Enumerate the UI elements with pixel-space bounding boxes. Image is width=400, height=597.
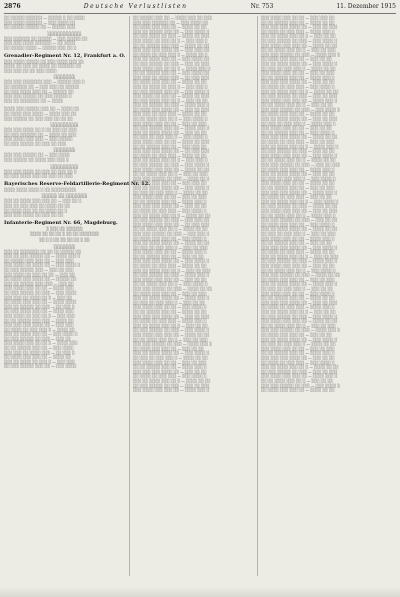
text-line: ░░ ░░ ░░░░ ░░░ ░░ ░ — ░░░ ░░ ░░░	[261, 323, 336, 328]
text-line: ░░ ░░░ ░░ ░░░ ░░░ ░ — ░░░░ ░░ ░░	[133, 190, 208, 195]
text-line: ░░░ ░░ ░░░░ ░░░ ░░░ ░░ — ░░░ ░░ ░	[4, 199, 82, 204]
text-line: ░░░ ░░░░ ░░░ ░░ ░░ ░ — ░░░░ ░░░	[4, 341, 78, 346]
text-line: ░░ ░░ ░░░░░ ░░░ ░░ — ░░░░ ░░░ ░	[133, 365, 207, 370]
text-line: ░░ ░░░ ░░░░░ ░░ ░░░ — ░░░░ ░░░ ░	[261, 259, 338, 264]
section-heading: Infanterie-Regiment Nr. 66, Magdeburg.	[4, 219, 118, 226]
text-line: ░░ ░░░░ ░░░ ░░ ░░ ░░░░ ░░ ░	[4, 208, 68, 213]
text-line: ░░ ░░ ░░░░░ ░░░ ░░ — ░░░ ░░░░	[4, 346, 74, 351]
text-line: ░░ ░░░ ░░░░░ ░░ ░░░ — ░░░ ░░ ░░	[261, 149, 335, 154]
text-line: ░░ ░░░ ░░░░░ ░░ ░░░ — ░░░ ░░░ ░░	[133, 218, 210, 223]
text-line: ░░░ ░░░ ░░░ ░░░░ ░░ — ░░░ ░░ ░░	[261, 355, 335, 360]
text-line: ░░░ ░░ ░░░░ ░░░ ░░ ░ — ░░░ ░░░ ░	[133, 158, 208, 163]
text-line: ░░ ░░░ ░░░░░ ░░░ ░░ — ░░░ ░░░░	[4, 364, 77, 369]
text-line: ░░░ ░░░ ░░░░░ ░░ ░░░ — ░░░ ░░░░ ░	[261, 107, 341, 112]
text-line: ░░░ ░░░░ ░░░ ░░░ ░░ — ░░░ ░░ ░░░	[261, 208, 338, 213]
text-line: ░░░ ░░░ ░░░░ ░░ ░░░ ░░ ░░░ ░░ ░	[4, 169, 77, 174]
text-line: ░░ ░░░ ░░ ░░░ ░░░ ░ — ░░░ ░░ ░░░	[133, 245, 208, 250]
text-line: ░░░ ░░░░ ░░░░░░ — ░░░ ░░░░ ░░	[4, 20, 76, 25]
text-line: ░░ ░░░░░░ ░░ — ░░░ ░░░ ░░ ░░░░░	[4, 84, 80, 89]
text-line: ░░ ░░ ░░░░ ░░░ ░░ ░ — ░░░ ░░ ░░░	[261, 48, 336, 53]
text-line: ░░░ ░░░ ░░░░░ ░░ ░░░ ░░░░░ ░	[4, 94, 72, 99]
text-line: ░░ ░░░ ░░ ░░░ ░░░ ░ — ░░░ ░░ ░░	[133, 300, 205, 305]
text-line: ░░░ ░░░ ░░░░ ░░ ░░░ ░░ ░░	[4, 213, 64, 218]
text-line: ░░ ░░░░ ░░ ░░░ ░░░ — ░░░ ░░ ░░	[261, 195, 332, 200]
section-subtitle: ░░░░░░░░░░░	[47, 30, 82, 36]
section-heading: Grenadier-Regiment Nr. 12, Frankfurt a. O.	[4, 52, 126, 59]
text-line: ░░░ ░░░ ░░░ ░░░░ ░░ — ░░░ ░░ ░░	[133, 369, 207, 374]
section-subtitle: ░░░░░░░	[53, 147, 76, 153]
text-line: ░░░ ░░ ░░░░ ░░░░ ░░ — ░░░ ░░ ░░░	[261, 117, 338, 122]
column-divider	[257, 16, 258, 576]
text-line: ░░░ ░░ ░░░░ ░░░░ ░░ — ░░░░ ░░ ░░	[261, 227, 338, 232]
text-line: ░░ ░░░░ ░░ ░░░ ░░░ — ░░░░ ░░ ░░	[133, 264, 207, 269]
text-line: ░░░ ░░░ ░░ ░░░░ ░░░ — ░░ ░░░ ░	[4, 350, 75, 355]
text-line: ░░░ ░░░ ░░░░░ ░░ ░░░ — ░░░ ░░░░ ░	[261, 383, 341, 388]
text-line: ░░░ ░░░░ ░░░ ░░ ░░ — ░░░ ░░░░ ░	[261, 291, 335, 296]
text-line: ░░ ░░ ░░░░░ ░░░ ░░ — ░░░░ ░░░ ░	[261, 351, 335, 356]
text-line: ░░ ░░░░ ░░░ ░░░ ░░ — ░░░░ ░░░ ░	[261, 167, 335, 172]
text-line: ░░ ░░░ ░░░░░ ░░ ░░░ — ░░░ ░░ ░░░	[133, 61, 210, 66]
text-line: ░░░ ░░░ ░░░ ░░░░ ░░ — ░░░░ ░░░ ░	[261, 190, 338, 195]
text-line: ░░░░ ░░ ░░░ ░░ ░░░░ ░░ ░░░░░░ ░░	[4, 64, 82, 69]
text-line: ░░░ ░░░ ░░░ ░░░░ ░░ — ░░░ ░░ ░░░	[261, 25, 338, 30]
text-line: ░░░ ░░ ░░░░░░░ ░░ ░░ ░░ ░░░░░ ░░	[4, 249, 82, 254]
text-line: ░░░ ░░░ ░░░ ░░░░ ░░ — ░░░ ░░░	[4, 323, 74, 328]
text-line: ░░ ░░░ ░░░░░░ ░░ — ░░░░ ░░ ░░░	[4, 132, 77, 137]
text-line: ░░░ ░░░░ ░░ ░░░ ░░ ░░ — ░░░ ░░	[4, 272, 75, 277]
text-line: ░░░ ░░ ░░░░ ░░░░ ░░ — ░░░ ░░░░ ░	[261, 61, 338, 66]
text-line: ░░ ░░ ░░░░░ ░░░ ░░ — ░░░░ ░░ ░░	[133, 310, 207, 314]
text-line: ░░░ ░░ ░░░░░ ░░ ░░░ — ░░ ░░░ ░	[4, 304, 75, 309]
text-line: ░░░ ░░ ░░░░ ░░░ ░░ ░ — ░░░░ ░░ ░░	[133, 213, 211, 218]
text-line: ░░ ░░░░ ░░░ ░░░ ░░ — ░░░ ░░░░ ░	[133, 236, 207, 241]
text-line: ░░ ░░░ ░░░░ ░░░ ░░ ░ — ░░░ ░░ ░░	[133, 98, 208, 103]
text-line: ░░░ ░░ ░░░░ ░░░░ ░░ — ░░░ ░░░░ ░	[133, 185, 210, 190]
text-line: ░░ ░░░░ ░░░ ░░░ ░░ — ░░░░ ░░ ░░	[261, 388, 335, 393]
text-line: ░░░ ░░░ ░░░ ░░░░ ░░ — ░░░ ░░░░ ░	[261, 245, 338, 250]
text-line: ░░ ░░ ░░░░░ ░░░ ░░ — ░░░ ░░░ ░░	[133, 144, 207, 149]
text-line: ░░░ ░░ ░░░░ ░░░░ ░░ — ░░░ ░░░░ ░	[133, 351, 210, 356]
text-line: ░░ ░░░░ ░░ ░░░ ░░░ — ░░░░ ░░░ ░	[133, 319, 207, 324]
text-line: ░░ ░░░░ ░░░ ░░░░ ░░ — ░░░░░ ░░	[4, 277, 77, 282]
text-line: ░░░ ░░░░ ░░░ ░░ ░░ ░ — ░░░░ ░░░ ░	[133, 66, 211, 71]
text-line: ░░ ░░░░░ ░░░ ░░ — ░░░░ ░░░ ░░ ░░░	[133, 16, 213, 20]
text-line: ░░ ░░░ ░░░░░ ░░ ░░░ — ░░░ ░░ ░░░	[261, 369, 338, 374]
text-line: ░░░ ░░░ ░░░░░░ ░░ — ░░░ ░░░░ ░░	[133, 20, 209, 25]
page-bottom-edge	[0, 587, 400, 597]
text-line: ░░ ░░░ ░░░░ ░░ ░░░ — ░░░░ ░░ ░░░	[133, 34, 210, 39]
text-line: ░░░ ░░ ░░░ ░░░ ░░ ░░░░ ░░ ░░	[4, 204, 71, 209]
text-line: ░░░ ░░ ░░░░ ░░░░ ░░ — ░░░░ ░░░ ░	[133, 296, 210, 301]
text-line: ░░ ░░░ ░░ ░░░ ░░░ ░ — ░░░ ░░░░ ░	[261, 176, 336, 181]
section-subtitle: ░░░░░░░░░	[50, 122, 79, 128]
text-line: ░░░ ░░░░ ░░░ ░░░ ░░ — ░░ ░░░ ░░░	[133, 222, 210, 227]
text-line: ░░ ░░░░ ░░░ ░░░ ░░ — ░░░ ░░ ░░	[261, 332, 332, 337]
text-line: ░░░ ░░░ ░░░ ░░░░ ░░ — ░░ ░░░ ░░░	[133, 149, 210, 154]
battalion-line: ░ ░░░ ░░ ░░░░░░	[46, 226, 83, 231]
text-line: ░░ ░░░ ░░ ░░░ ░░░ ░ — ░░░ ░░░░ ░	[133, 135, 208, 140]
text-line: ░░░ ░░░ ░░ ░░░ ░░░ — ░░░░ ░░ ░░	[133, 112, 207, 117]
text-line: ░░ ░░ ░░░░░ ░░░ ░░░ — ░░░░ ░░ ░░	[133, 43, 210, 48]
text-line: ░░ ░░ ░░░░░ ░░░ ░░ — ░░░ ░░ ░░	[133, 254, 204, 259]
text-line: ░░░ ░░ ░░░░ ░░░ ░░ ░ — ░░░ ░░░░ ░	[261, 199, 339, 204]
text-line: ░░░ ░░░ ░░░░░ ░░ ░░░ — ░░░ ░░ ░░░	[261, 163, 341, 167]
text-line: ░░ ░░ ░░░░ ░░░ ░░ ░ — ░░░░ ░░ ░░	[133, 227, 208, 232]
text-line: ░░░ ░░░░ ░░░ ░░░ ░░ — ░░░ ░░ ░░	[261, 264, 335, 269]
column-divider	[129, 16, 130, 576]
text-line: ░░░░ ░░░░ ░░░░ ░ ░░ ░░░░░░░░░	[4, 187, 77, 192]
text-column-middle	[133, 16, 254, 393]
text-line: ░░░ ░░░ ░░ ░░░░ ░░░ — ░░ ░░░ ░░░	[133, 75, 210, 80]
text-line: ░░░ ░░░░░ ░░ ░░░░ ░░░ ░░░ ░	[4, 158, 69, 163]
text-line: ░░ ░░░░ ░░░ ░░░ ░░ — ░░░ ░░░ ░░	[133, 181, 207, 186]
text-line: ░░ ░░░ ░░░░░ ░░ ░░░ — ░░░ ░░ ░░░	[133, 383, 210, 388]
text-line: ░░ ░░ ░░░░░ ░░░ ░░ — ░░░ ░░ ░░	[261, 241, 332, 246]
text-line: ░░░ ░░ ░░░░ ░░░ ░░ ░ — ░░░░ ░░ ░░	[133, 378, 211, 383]
text-line: ░░ ░░░ ░░░░░ ░░░ ░░ — ░░░ ░░░░ ░	[133, 89, 210, 94]
text-line: ░░ ░░ ░░░░░ ░░░ ░░ — ░░░ ░░ ░░░	[261, 185, 335, 190]
text-line: ░░ ░░ ░░░░░ ░░░ ░░ — ░░░ ░░░░ ░	[261, 130, 335, 135]
text-line: ░░░ ░░░░ ░░░ ░░ ░░ — ░░░ ░░ ░░░	[261, 346, 335, 351]
text-line: ░░ ░░░░ ░░ ░░░ ░░░ — ░░░ ░░░░ ░	[261, 84, 335, 89]
text-line: ░░░ ░░░░ ░░░ ░░ ░░ — ░░░░ ░░░ ░	[133, 250, 207, 255]
text-line: ░░ ░░░░ ░░ ░░░ ░░░ ░ — ░░░░ ░░	[4, 327, 75, 332]
text-line: ░░ ░░ ░░░░ ░░░ ░░ ░ — ░░░ ░░░░ ░	[133, 282, 208, 287]
text-line: ░░░ ░░░░ ░░░ ░░░ ░░ — ░░░░ ░░ ░░	[261, 319, 338, 324]
text-line: ░░ ░░░ ░░ ░░░ ░░░ ░ — ░░░ ░░ ░░░	[261, 231, 336, 236]
text-line: ░░ ░░░░░ ░░░░░░ — ░░░░░ ░ ░░ ░░░░	[4, 16, 85, 20]
text-line: ░░░ ░░ ░░░░ ░░░░ ░░ — ░░░ ░░ ░░	[261, 172, 335, 177]
text-line: ░░░ ░░ ░░░░░ ░░░ ░░░ — ░░░ ░░	[4, 281, 74, 286]
text-line: ░░░ ░░░░ ░░░ ░░░ ░░ — ░░░░ ░░ ░░	[261, 43, 338, 48]
text-line: ░░░ ░░ ░░░░ ░░░░ ░░ — ░░░ ░░░░ ░	[261, 337, 338, 342]
text-line: ░░░ ░░ ░░░░ ░░░░ ░░ — ░░░░ ░░░ ░	[261, 282, 338, 287]
text-line: ░░░ ░░ ░░░░ ░░░ ░░ ░ — ░░░ ░░ ░░	[261, 310, 336, 314]
text-line: ░░░ ░░░░ ░░░ ░░░ ░░ — ░░░ ░░░░ ░	[261, 153, 338, 158]
text-line: ░░ ░░░░ ░░ ░░░ ░░░ — ░░░░ ░░ ░░	[261, 250, 335, 255]
text-line: ░░ ░░░░ ░░░ ░░░ ░░ — ░░░ ░░ ░░░	[133, 291, 207, 296]
text-line: ░░░ ░░░ ░░ ░░ ░░░ ░░░░	[4, 68, 57, 73]
text-line: ░░░ ░░ ░░░ ░░░░░ ░░ — ░░░░ ░░░ ░	[4, 254, 81, 259]
text-line: ░░ ░░░░░ ░░░░░ ░░ — ░░░░░ ░░░	[4, 25, 76, 30]
text-line: ░░░ ░░░ ░░░░░ ░░ ░░░ — ░░░░ ░░ ░░	[261, 273, 341, 278]
text-line: ░░ ░░░░ ░░░ ░░░ ░░ — ░░░ ░░ ░░░	[261, 277, 335, 282]
issue-date: 11. Dezember 1915	[336, 3, 396, 10]
text-line: ░░░ ░░ ░░░░ ░░░ ░░ — ░░░ ░░░░ ░░	[133, 57, 210, 62]
page-header	[4, 2, 396, 11]
text-line: ░░ ░░ ░░░░░ ░░░ ░░ — ░░░ ░░░░ ░░	[133, 71, 210, 76]
text-line: ░░░ ░░░ ░░░ ░░░░ ░░ — ░░░ ░░ ░░	[261, 80, 335, 85]
text-line: ░░░ ░░░░ ░░░ ░░ ░░ — ░░░ ░░ ░░░	[133, 121, 207, 126]
text-line: ░░░ ░░ ░░░░ ░░ ░░░ ░ — ░░░ ░░░	[4, 359, 75, 364]
text-line: ░░░ ░░░░ ░░░ ░░░ ░░ — ░░░ ░░ ░░	[133, 277, 207, 282]
text-line: ░░░░ ░░ ░░ ░░ ░ ░░ ░░ ░░░░░░░	[30, 232, 99, 237]
section-heading: Bayerisches Reserve-Feldartillerie-Regiment Nr. 12.	[4, 180, 150, 187]
section-subtitle: ░░░░░░░	[53, 74, 76, 80]
text-line: ░░░ ░░░ ░░░░░ ░░ ░░░ — ░░░ ░░░ ░	[133, 231, 210, 236]
text-line: ░░░ ░░ ░░░░ ░░░░ ░░ — ░░░░ ░░ ░░	[133, 241, 210, 246]
text-line: ░░ ░░ ░░░░ ░░░ ░░ ░ — ░░░ ░░ ░░░	[133, 337, 208, 342]
text-line: ░░ ░░░ ░░░░░ ░░░ — ░░░ ░░ ░░░	[4, 267, 74, 272]
text-line: ░░ ░░░░ ░░ ░░░ ░░░ — ░░░░ ░░ ░░	[133, 153, 207, 158]
text-line: ░░ ░░░░ ░░░ ░░░ ░░ — ░░░░ ░░░░	[4, 300, 77, 305]
text-line: ░░░ ░░ ░░░░ ░░░ ░░ ░ — ░░░ ░░ ░░░	[133, 268, 211, 273]
text-line: ░░░ ░░░ ░░░░░ ░░ ░░░ — ░░░░ ░░░ ░	[261, 328, 341, 333]
text-line: ░░ ░░░ ░░░░░ ░░░ ░░ — ░░░░ ░░░ ░	[133, 126, 210, 131]
text-line: ░░ ░░ ░░░░ ░░░ ░░ ░ — ░░░░ ░░ ░░	[261, 158, 336, 163]
text-line: ░░ ░░░░ ░░░ ░░░ ░░ — ░░░ ░░░░ ░	[261, 222, 335, 227]
text-line: ░░░ ░░░ ░░░░░ ░░ ░░░ — ░░░░ ░░ ░	[133, 176, 210, 181]
text-line: ░░░ ░░░░ ░░░ ░░ ░░ — ░░░ ░░░ ░░	[261, 16, 335, 20]
text-line: ░░ ░░ ░░░░░ ░░░ ░░ — ░░░░ ░░░ ░	[261, 75, 335, 80]
text-line: ░░░ ░░░ ░░░ ░░░░ ░░ — ░░░ ░░░ ░░	[133, 48, 210, 53]
text-line: ░░░ ░░ ░░░░░ ░░ ░░░ — ░░░░ ░░░ ░	[133, 103, 210, 108]
text-line: ░░░ ░░░░ ░░░ ░░░ ░░ — ░░░░ ░░ ░░	[133, 332, 210, 337]
text-line: ░░ ░░░░ ░░░ ░░░░ ░░ — ░░░ ░░ ░░░	[133, 107, 210, 112]
text-line: ░░ ░░░ ░░ ░░░ ░░░ ░ — ░░░░ ░░░ ░	[261, 121, 336, 126]
text-line: ░░ ░░░░░ ░░░░ — ░░░░░ ░░░ ░░ ░	[4, 45, 77, 50]
text-line: ░░ ░░░░ ░░░ ░░░ ░░ — ░░░ ░░ ░░	[261, 57, 332, 62]
text-line: ░░ ░░░░ ░░░ ░░░ ░░ — ░░░░ ░░ ░░	[133, 80, 207, 85]
text-line: ░░░ ░░░░ ░░░ ░░ ░░ — ░░░░ ░░ ░░	[261, 181, 335, 186]
text-line: ░░░ ░░░ ░░░ ░░░░ ░░ — ░░░░ ░░ ░░	[261, 135, 338, 140]
text-line: ░░░ ░░ ░░░░ ░░░ ░░ ░ — ░░░░ ░░░ ░	[261, 144, 339, 149]
text-line: ░░ ░░░░ ░░ ░░░ ░░░ — ░░░ ░░░░ ░	[133, 374, 207, 379]
text-line: ░░░ ░░░ ░░░ ░░░░ ░░ — ░░░ ░░ ░░░	[133, 314, 210, 319]
text-line: ░░ ░░░ ░░ ░░░ ░░░ ░ — ░░░ ░░ ░░	[261, 287, 333, 292]
text-line: ░░░ ░░░ ░░░░░ ░░ — ░░░ ░░░░	[4, 153, 70, 158]
text-line: ░░░░ ░░░ ░░░░░ ░░░ ░░ — ░░░░ ░░	[4, 107, 80, 112]
text-line: ░░░ ░░░ ░░░ ░░░░ ░░ — ░░░ ░░ ░░░	[261, 300, 338, 305]
text-line: ░░░ ░░ ░░░░ ░░░░ ░░ — ░░░ ░░ ░░	[133, 130, 207, 135]
text-line: ░░ ░░ ░░░░ ░░░ ░░ ░ — ░░░ ░░░░ ░	[261, 268, 336, 273]
text-line: ░░░ ░░░░ ░░░ ░░ ░░ — ░░░ ░░ ░░░	[261, 71, 335, 76]
header-rule	[4, 13, 396, 14]
text-line: ░░░ ░░ ░░░░ ░░░ ░░ ░ — ░░░░ ░░ ░░	[261, 89, 339, 94]
text-line: ░░░ ░░ ░░░░ ░░░ ░░ ░ — ░░░░ ░░ ░░	[261, 365, 339, 370]
text-line: ░░░ ░░░░ ░░░ ░░░ — ░░░ ░░░░░	[4, 137, 73, 142]
text-line: ░░ ░░░░ ░░░ ░░░ ░░ — ░░░ ░░ ░░	[133, 346, 204, 351]
text-line: ░░░ ░░░░ ░░░ ░░ ░░ — ░░░ ░░ ░░	[261, 126, 332, 131]
text-line: ░░░ ░░ ░░░░ ░░░ ░░ ░ — ░░░ ░░ ░░	[133, 323, 208, 328]
text-line: ░░ ░░░ ░░░░░ ░░ ░░░ — ░░░░ ░░░ ░	[133, 273, 210, 278]
text-line: ░░ ░░░░░ ░░░ ░░░ ░░ — ░░░ ░░░	[4, 258, 74, 263]
text-line: ░░░ ░░░ ░░░░ ░░░░░░ — ░░ ░░░░	[4, 41, 76, 46]
text-line: ░░ ░░░░ ░░ ░░░ ░░░ — ░░░ ░░ ░░░	[261, 140, 335, 145]
text-line: ░░░ ░░░ ░░░░░ ░░ ░░░ — ░░░░ ░░ ░░	[133, 287, 213, 292]
text-line: ░░░ ░░░ ░░░░░░░ ░░░ — ░░░░░ ░░░ ░	[4, 80, 85, 85]
text-line: ░░ ░░░░ ░░ ░░░ ░░░ — ░░░ ░░░░ ░	[133, 208, 207, 213]
text-line: ░░░ ░░░ ░░ ░░░░ ░░ ░ — ░░░ ░░	[4, 295, 73, 300]
text-line: ░░░ ░░ ░░░░ ░░░ ░░ ░ — ░░░ ░░ ░░	[261, 34, 336, 39]
text-line: ░░ ░░░░ ░░ ░░░ ░░░ ░ — ░░░░ ░░ ░	[133, 52, 208, 57]
section-subtitle: ░░░░░░░	[53, 243, 76, 249]
page-number: 2876	[4, 3, 21, 10]
text-line: ░░ ░░░ ░░░░░ ░░ ░░░ — ░░░ ░░░░ ░	[133, 163, 210, 167]
text-line: ░░░ ░░░░ ░░░ ░░░ ░░ — ░░░░ ░░░ ░	[261, 374, 338, 379]
text-line: ░░░ ░░ ░░░░░ ░░░ ░░ — ░░░ ░░░░ ░	[133, 29, 210, 34]
text-line: ░░ ░░░ ░░ ░░░ ░░░ ░ — ░░░░ ░░ ░░	[261, 342, 336, 347]
text-line: ░░ ░░░░ ░░░ ░░░ ░░ — ░░░░ ░░	[4, 355, 71, 360]
text-line: ░░░ ░░░░ ░░░ ░░░ ░░ — ░░░░ ░░ ░░	[133, 167, 210, 172]
issue-number: Nr. 753	[250, 3, 274, 10]
text-line: ░░░ ░░░░ ░░ ░░░ ░░ ░ — ░░░ ░░░	[4, 313, 75, 318]
text-line: ░░ ░░ ░░░░░ ░░░ ░░ — ░░░░ ░░ ░░	[261, 20, 335, 25]
text-line: ░░░ ░░░ ░░░░░ ░░ ░░░ — ░░░░ ░░░ ░	[133, 342, 213, 347]
text-line: ░░░ ░░░░ ░░ ░░░ ░░ — ░░░░ ░░ ░░░	[133, 94, 210, 99]
section-subtitle: ░░░░░░░░░	[50, 163, 79, 169]
text-line: ░░░ ░░░ ░░░░░ ░░ ░░░ — ░░░░ ░░░ ░	[261, 52, 341, 57]
section-subtitle: ░░░░░ ░░ ░░░░░░░	[41, 193, 88, 199]
text-line: ░░ ░░░░ ░░░ ░░░ ░░ — ░░░░ ░░ ░░	[133, 25, 207, 30]
text-line: ░░░ ░░ ░░░░ ░░░ ░░ — ░░░ ░░░░ ░	[4, 332, 78, 337]
publication-title: Deutsche Verlustlisten	[83, 3, 188, 10]
text-column-left	[4, 16, 150, 369]
text-line: ░░░ ░░░░░ ░░ ░░░ ░░░ ░░ ░░ ░░	[4, 116, 73, 121]
text-line: ░░ ░░ ░░░░░ ░░░ ░░ — ░░░░ ░░ ░░	[261, 296, 335, 301]
text-line: ░░ ░░░ ░░░░░ ░░ ░░░ — ░░░ ░░ ░░░	[261, 94, 338, 99]
text-line: ░░░ ░░░░ ░░░ ░░ ░░ — ░░░ ░░ ░░░	[133, 360, 207, 365]
text-line: ░░ ░░░ ░░░░░ ░░ ░░░ — ░░░ ░░	[4, 336, 71, 341]
text-line: ░░░ ░░░░ ░░░ ░░ ░░ — ░░░ ░░ ░░░	[133, 195, 207, 200]
text-line: ░░ ░░░ ░░░░ ░░░ ░░ ░░░ ░░ ░░░	[4, 174, 73, 179]
text-line: ░░ ░░ ░░░░ ░░░ ░░ ░ — ░░░ ░░░░ ░	[133, 117, 208, 122]
text-line: ░░ ░░░ ░░ ░░░ ░░░ ░ — ░░░░ ░░ ░░	[133, 355, 208, 360]
text-line: ░░ ░░░ ░░░░░ ░░ ░░░ ░░ ░░░	[4, 141, 67, 146]
text-line: ░░ ░░░░ ░░ ░░░ ░░░ — ░░░ ░░░░ ░	[261, 360, 335, 365]
text-line: ░░ ░░ ░░░░ ░░░ ░░ ░ — ░░░░ ░░░ ░	[261, 213, 336, 218]
text-line: ░░ ░░░ ░░░░░ ░░ ░░░ — ░░░ ░░░░ ░	[261, 314, 338, 319]
text-line: ░░ ░░ ░░░░░ ░░░ ░░░ — ░░░░ ░░	[4, 318, 74, 323]
text-line: ░░░ ░░░ ░░░░ ░░ ░ ░░ ░░░ ░░ ░░░	[4, 128, 77, 133]
text-line: ░░ ░░░░ ░░ ░░░ ░░░ — ░░░░ ░░░ ░	[261, 29, 335, 34]
text-line: ░░░ ░░░ ░░░░░ ░░ ░░░ — ░░░ ░░ ░░	[261, 218, 338, 223]
text-line: ░░░ ░░░░ ░░░ ░░░ ░░ — ░░░░ ░░░ ░	[261, 98, 338, 103]
text-line: ░░ ░░░░ ░░░ ░░░ ░░ — ░░░░ ░░ ░░	[261, 112, 335, 117]
text-line: ░░░ ░░░░ ░░ ░░░ ░░ ░ — ░░░ ░░░ ░	[133, 38, 208, 43]
text-line: ░░░ ░░░░ ░░░ ░░░ ░░ — ░░░░ ░░░ ░	[133, 388, 210, 393]
text-line: ░░░ ░░ ░░░░ ░░ ░░░ ░ — ░░░ ░░░ ░	[133, 84, 208, 89]
text-line: ░░░ ░░░ ░░░ ░░░░ ░░ — ░░░ ░░ ░░	[133, 204, 207, 209]
text-line: ░░ ░░ ░░░░ ░░░ ░░ ░ — ░░░ ░░ ░░	[261, 378, 333, 383]
text-line: ░░ ░░░ ░░░░ ░░░ ░░ — ░░░░ ░░░	[4, 309, 74, 314]
text-line: ░░ ░ ░ ░░ ░░ ░░ ░░ ░ ░░	[39, 238, 90, 242]
text-line: ░░░ ░░░░ ░░░ ░░ ░░ — ░░░░ ░░░ ░	[261, 236, 335, 241]
text-line: ░░ ░░░░ ░░░ ░░░░ — ░░░░ ░░░ ░░	[4, 111, 77, 116]
text-column-right	[261, 16, 382, 393]
text-line: ░░ ░░░ ░░░░░ ░░ ░░░ — ░░░ ░░░░	[4, 290, 77, 295]
text-line: ░░░ ░░░░ ░░ ░░░░ ░░ — ░░░ ░░░░ ░	[4, 263, 81, 268]
text-line: ░░░ ░░░░ ░░░ ░░ ░░ — ░░░░ ░░ ░░░	[133, 140, 210, 145]
text-line: ░░ ░░ ░░░░░ ░░░ ░░ — ░░░░ ░░░ ░	[133, 199, 207, 204]
text-line: ░░░ ░░ ░░░░ ░░░ ░░ ░ — ░░░ ░░ ░░░	[261, 254, 339, 259]
text-line: ░░ ░░░░ ░░ ░░░ ░░░ — ░░░░ ░░░ ░	[261, 305, 335, 310]
text-line: ░░░ ░░░░░░ ░░ ░░░░░ — ░░░ ░░░░░ ░░	[4, 36, 88, 41]
text-line: ░░░ ░░░░ ░░░░░ ░░ ░░░ ░░░░ ░░░ ░░	[4, 59, 84, 64]
text-line: ░░ ░░ ░░░░ ░░░ ░░ ░ — ░░░ ░░ ░░	[261, 103, 333, 108]
text-line: ░░ ░░░ ░░ ░░░ ░░░ ░ — ░░░░ ░░ ░░	[261, 66, 336, 71]
text-line: ░░ ░░░ ░░░░░ ░░ ░░░ — ░░░ ░░░░ ░	[261, 38, 338, 43]
text-line: ░░░ ░░░░ ░░░ ░░ ░░ — ░░░░ ░░░	[4, 286, 74, 291]
text-line: ░░ ░░ ░░░░ ░░░ ░░ ░ — ░░░ ░░ ░░░	[133, 172, 208, 177]
text-line: ░░░ ░░░░ ░░░ ░░ ░░ — ░░░ ░░░░ ░	[133, 305, 207, 310]
text-line: ░░ ░░░ ░░░░░ ░░ ░░░ — ░░░ ░░░░ ░	[133, 328, 210, 333]
text-line: ░░░ ░░░ ░░░ ░░░░ ░░ — ░░░ ░░░░ ░	[133, 259, 210, 264]
text-line: ░░ ░░░ ░░░░ ░░░ ░░ — ░░░░░ ░░	[4, 89, 74, 94]
text-line: ░░░ ░░ ░░░░░░░ ░░ — ░░░░	[4, 98, 64, 103]
text-line: ░░ ░░░ ░░░░░ ░░ ░░░ — ░░░░ ░░ ░░	[261, 204, 338, 209]
